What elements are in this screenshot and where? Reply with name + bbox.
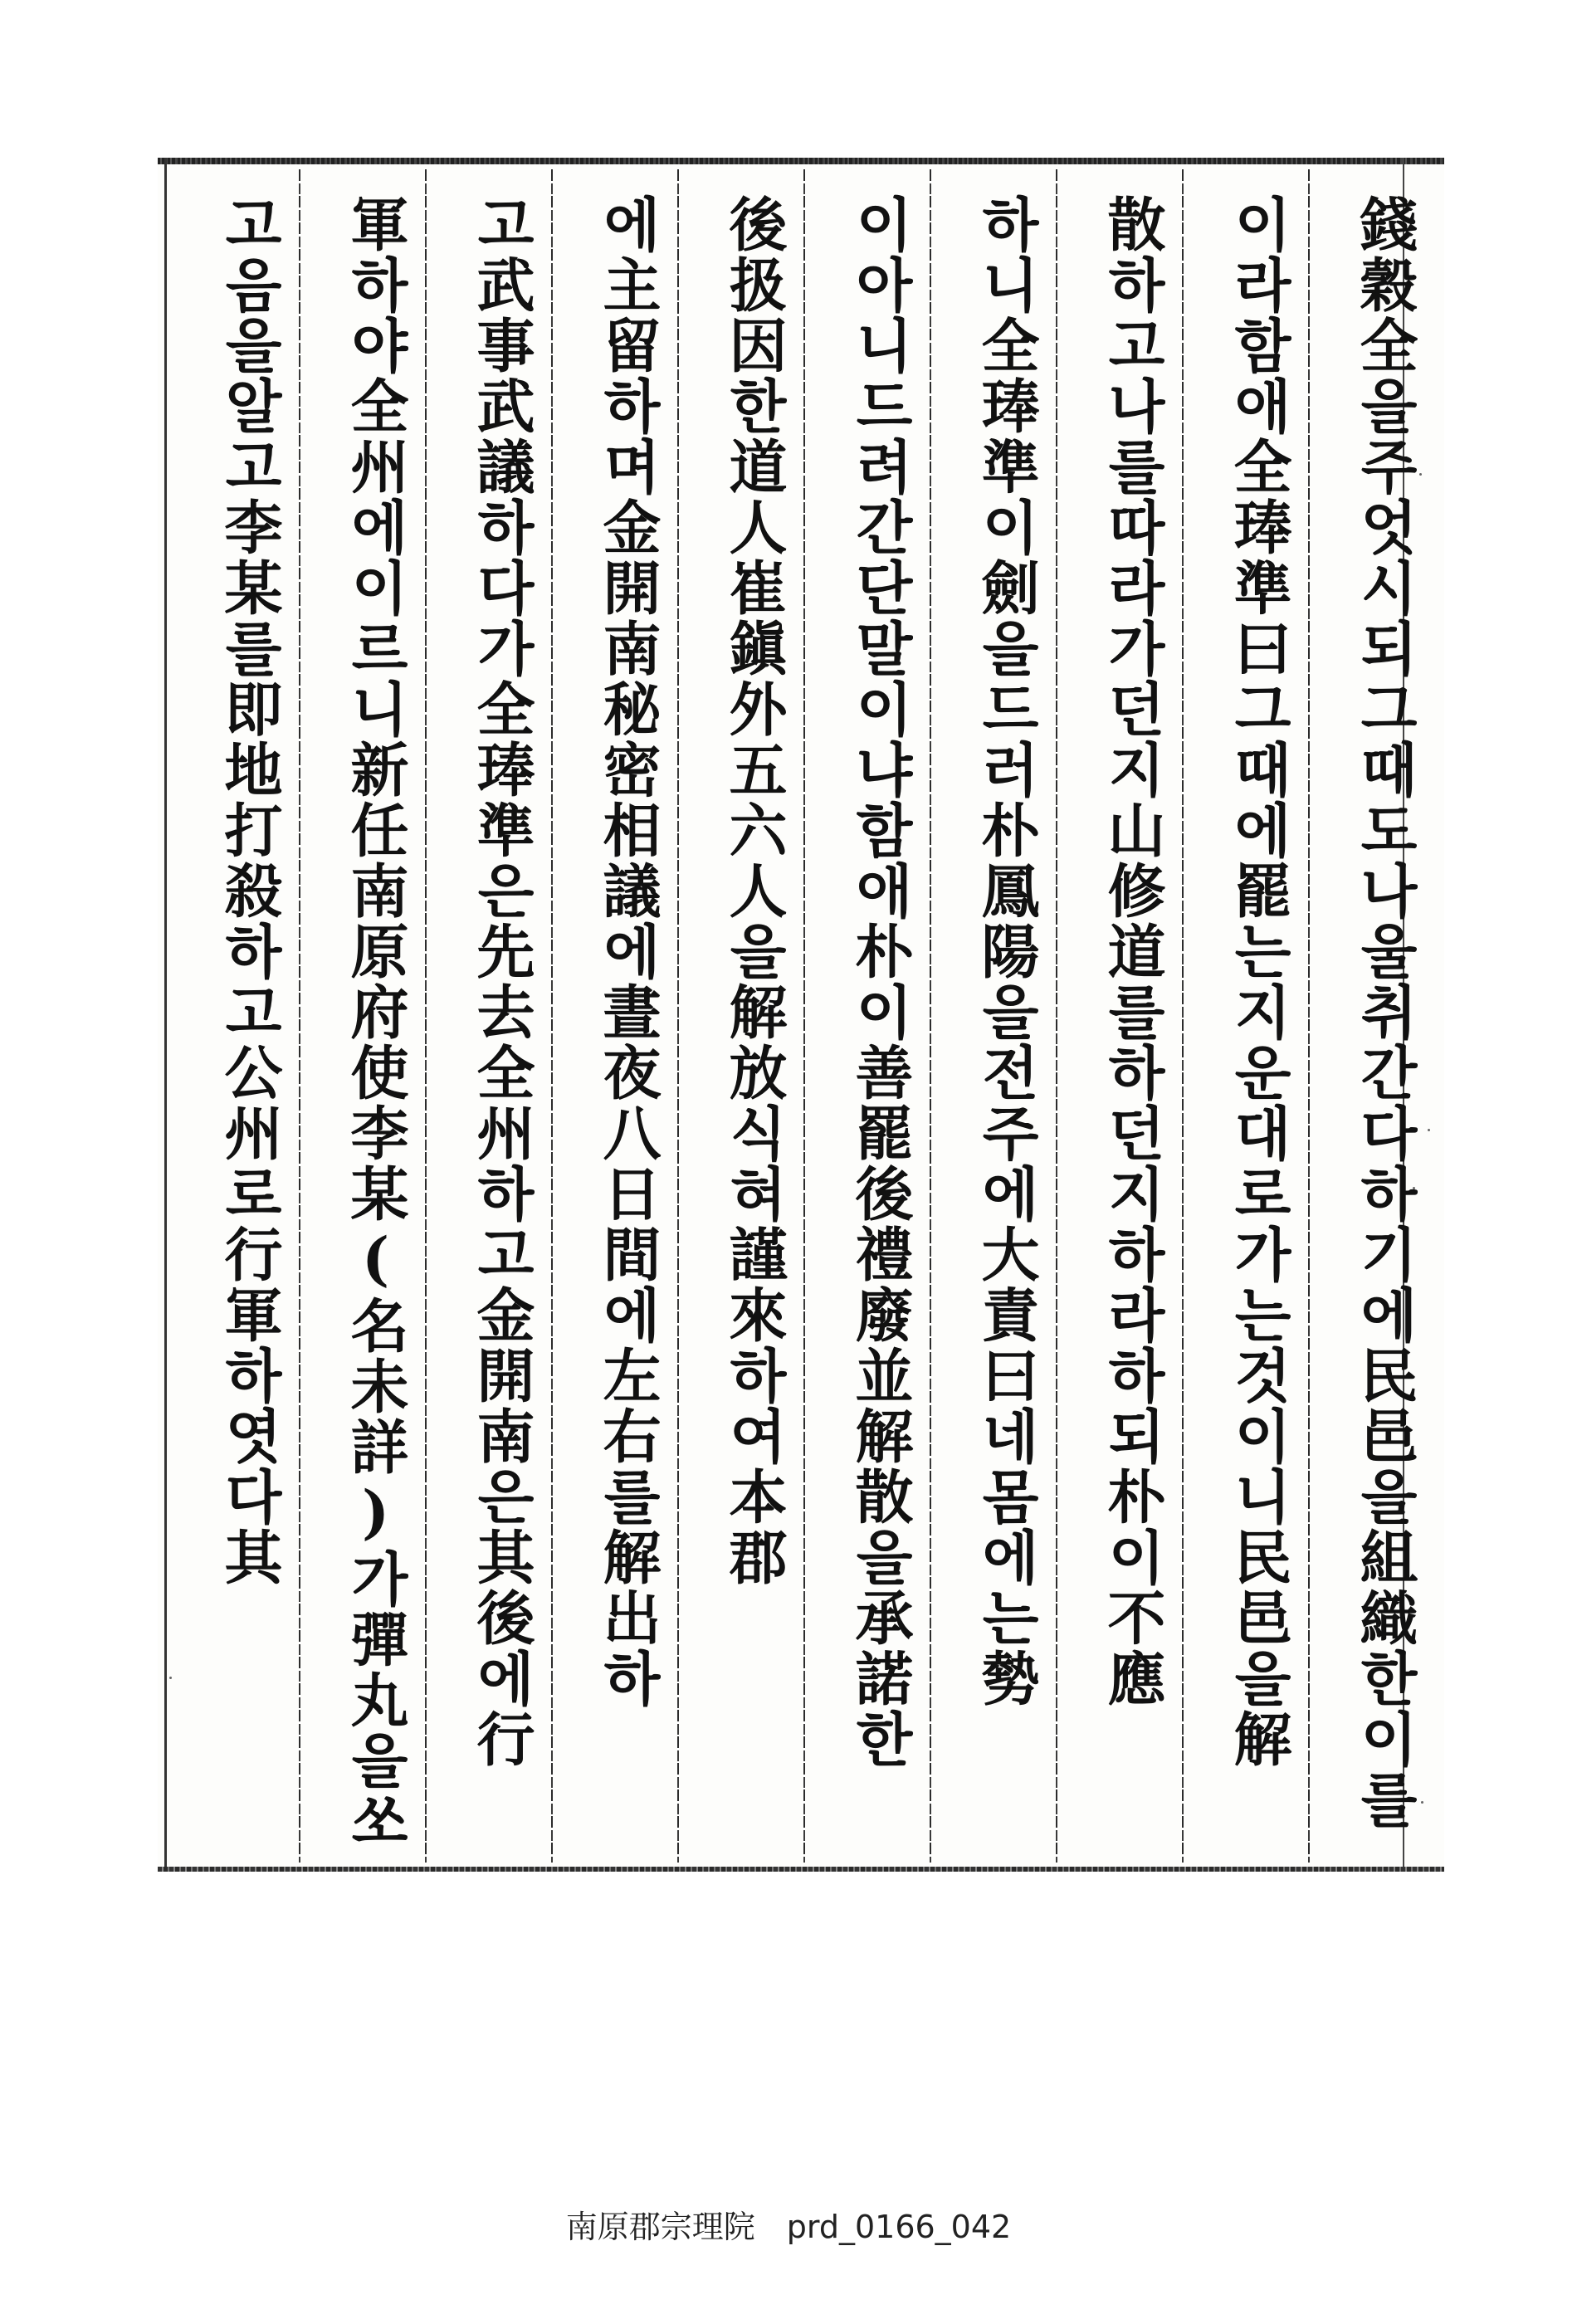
text-column-2: 이라함애全琫準曰그때에罷는지운대로가는것이니民邑을解 xyxy=(1224,194,1293,1770)
page-footer-label: 南原郡宗理院 prd_0166_042 xyxy=(565,2209,1012,2245)
text-column-9: 軍하야全州에이르니新任南原府使李某(名未詳)가彈丸을쏘 xyxy=(341,194,410,1852)
page-border-left xyxy=(164,158,167,1872)
text-column-6: 後扱因한道人崔鎭外五六人을解放식혀謹來하여本郡 xyxy=(720,194,788,1588)
text-column-8: 고武事武議하다가全琫準은先去全州하고金開南은其後에行 xyxy=(467,194,536,1770)
page-border-bottom xyxy=(158,1867,1444,1872)
text-column-3: 散하고나를따라가던지山修道를하던지하라하되朴이不應 xyxy=(1098,194,1167,1709)
text-column-7: 에主留하며金開南秘密相議에晝夜八日間에左右를解出하 xyxy=(593,194,662,1709)
text-columns xyxy=(174,171,1419,1856)
text-column-5: 이아니드려간단말이냐함애朴이善罷後禮廢並解散을承諾한 xyxy=(846,194,915,1770)
text-column-4: 하니全琫準이劍을드러朴鳳陽을전주에大責曰네몸에는勢 xyxy=(972,194,1041,1709)
page-border-top xyxy=(158,158,1444,164)
scan-speck xyxy=(169,1677,172,1679)
text-column-1: 錢穀全을주엇시되그때도나울취간다하기에民邑을組織한이를 xyxy=(1350,194,1419,1830)
text-column-10: 고음을알고李某를即地打殺하고公州로行軍하엿다其 xyxy=(215,194,284,1588)
manuscript-page xyxy=(158,158,1444,1872)
